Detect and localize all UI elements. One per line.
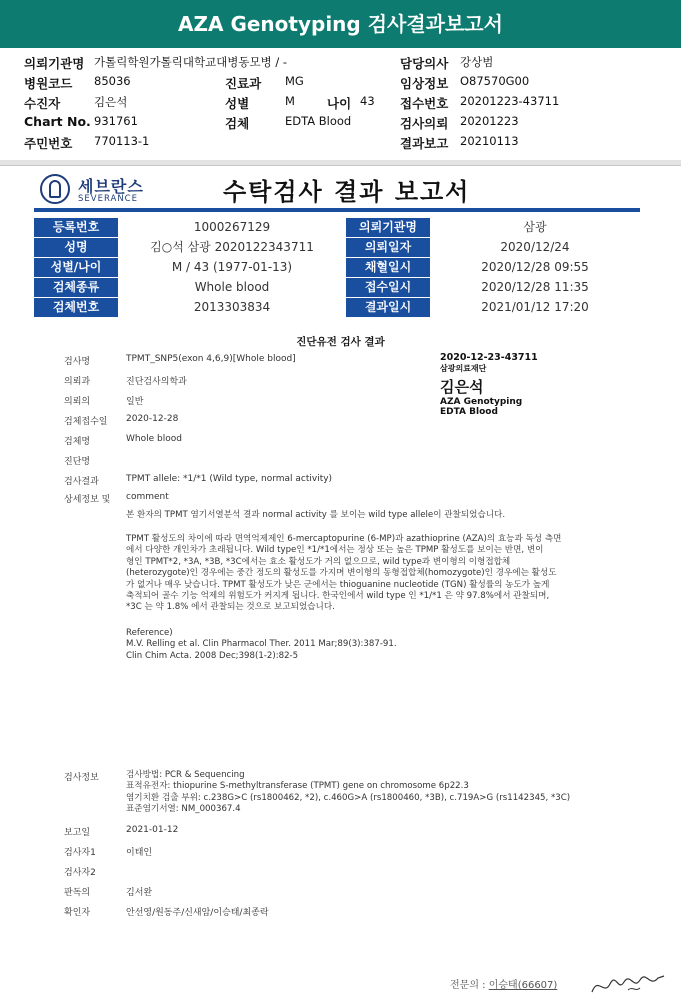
info-value: 김○석 삼광 2020122343711: [150, 240, 314, 254]
info-value: 2020/12/24: [500, 240, 570, 254]
comment-line: 가 없거나 매우 낮습니다. TPMT 활성도가 낮은 군에서는 thioguanine nucleotide (TGN) 활성률의 농도가 높게: [126, 579, 550, 590]
header-value: 85036: [94, 74, 131, 88]
header-row: [0, 74, 681, 94]
header-row: [0, 94, 681, 114]
field-value: comment: [126, 492, 169, 502]
references: [126, 628, 646, 662]
field-label: 검사결과: [64, 477, 99, 487]
stamp-line: 삼광의료재단: [440, 364, 487, 373]
info-row: [34, 258, 640, 278]
reference-line: Clin Chim Acta. 2008 Dec;398(1-2):82-5: [126, 650, 299, 661]
header-label: 검체: [225, 116, 250, 131]
info-value: 2020/12/28 09:55: [481, 260, 589, 274]
comment-summary: 본 환자의 TPMT 염기서열분석 결과 normal activity 를 보이는 wild type allele이 관찰되었습니다.: [126, 510, 506, 520]
document-title: 수탁검사 결과 보고서: [223, 178, 471, 206]
header-value: 20201223-43711: [460, 94, 560, 108]
header-label: 임상정보: [400, 76, 449, 91]
header-value: 931761: [94, 114, 138, 128]
info-value: Whole blood: [194, 280, 270, 294]
field-value: TPMT allele: *1/*1 (Wild type, normal activity): [126, 474, 333, 484]
info-row: [34, 238, 640, 258]
header-value: 가톨릭학원가톨릭대학교대병동모병 / -: [94, 55, 288, 69]
reference-line: Reference): [126, 628, 173, 638]
info-value: 2021/01/12 17:20: [481, 300, 589, 314]
header-value: 20201223: [460, 114, 519, 128]
signature-icon: [588, 966, 668, 1000]
reference-line: M.V. Relling et al. Clin Pharmacol Ther. 2011 Mar;89(3):387-91.: [126, 639, 397, 650]
severance-logo-icon: [40, 174, 70, 204]
header-row: [0, 54, 681, 74]
header-value: EDTA Blood: [285, 114, 352, 128]
header-row: [0, 114, 681, 134]
section-divider: [0, 160, 681, 166]
header-label: 주민번호: [24, 136, 73, 151]
field-value: 일반: [126, 397, 144, 407]
field-label: 검사명: [64, 357, 91, 367]
specialist-footer: [450, 976, 557, 991]
field-label: 검사자2: [64, 868, 96, 878]
field-label: 판독의: [64, 888, 91, 898]
field-value: 2021-01-12: [126, 825, 179, 835]
info-label: 검체종류: [34, 278, 118, 297]
info-value: 삼광: [523, 220, 547, 234]
header-label: 검사의뢰: [400, 116, 449, 131]
method-line: 표준염기서열: NM_000367.4: [126, 804, 241, 815]
header-label: 진료과: [225, 76, 262, 91]
field-label: 검사정보: [64, 773, 99, 783]
method-line: 염기치환 검출 부위: c.238G>C (rs1800462, *2), c.460G>A (rs1800460, *3B), c.719A>G (rs1142345, *3C): [126, 792, 571, 803]
field-label: 의뢰의: [64, 397, 91, 407]
stamp-line: 김은석: [440, 378, 484, 396]
field-label: 검체명: [64, 437, 91, 447]
footer-value: 이승태(66607): [488, 980, 558, 991]
comment-line: 축적되어 골수 기능 억제의 위험도가 커지게 됩니다. 한국인에서 wild type 인 *1/*1 은 약 97.8%에서 관찰되며,: [126, 591, 550, 602]
field-value: 진단검사의학과: [126, 377, 187, 387]
stamp-line: 2020-12-23-43711: [440, 352, 538, 363]
header-label: 수진자: [24, 96, 61, 111]
header-label: 접수번호: [400, 96, 449, 111]
age-label: 나이: [327, 96, 352, 111]
field-label: 검체접수일: [64, 417, 108, 427]
header-value: 770113-1: [94, 134, 150, 148]
info-label: 접수일시: [346, 278, 430, 297]
summary-header: [0, 48, 681, 160]
info-value: 2020/12/28 11:35: [481, 280, 589, 294]
field-value: TPMT_SNP5(exon 4,6,9)[Whole blood]: [126, 354, 296, 364]
method-line: 표적유전자: thiopurine S-methyltransferase (TPMT) gene on chromosome 6p22.3: [126, 781, 469, 792]
sample-stamp: [440, 352, 570, 417]
header-row: [0, 134, 681, 154]
footer-label: 전문의 :: [450, 980, 486, 991]
info-label: 의뢰기관명: [346, 218, 430, 237]
section-title: 진단유전 검사 결과: [296, 336, 385, 348]
stamp-line: AZA Genotyping: [440, 397, 523, 407]
field-value: 김서완: [126, 888, 153, 898]
logo-korean: 세브란스: [78, 177, 144, 196]
header-label: 의뢰기관명: [24, 56, 85, 71]
field-value: 안선영/원동주/신새암/이승태/최종락: [126, 908, 269, 918]
info-label: 성명: [34, 238, 118, 257]
age-value: 43: [360, 94, 375, 108]
field-value: Whole blood: [126, 434, 182, 444]
info-row: [34, 218, 640, 238]
info-label: 채혈일시: [346, 258, 430, 277]
info-label: 성별/나이: [34, 258, 118, 277]
comment-line: 형인 TPMT*2, *3A, *3B, *3C에서는 효소 활성도가 거의 없으므로, wild type과 변이형의 이형접합체: [126, 556, 511, 567]
header-value: O87570G00: [460, 74, 530, 88]
header-label: 결과보고: [400, 136, 449, 151]
header-label: 병원코드: [24, 76, 73, 91]
header-value: MG: [285, 74, 304, 88]
info-label: 결과일시: [346, 298, 430, 317]
comment-line: 에서 다양한 개인차가 초래됩니다. Wild type인 *1/*1에서는 정상 또는 높은 TPMP 활성도를 보이는 반면, 변이: [126, 545, 544, 556]
info-row: [34, 278, 640, 298]
field-label: 진단명: [64, 457, 91, 467]
field-label: 상세정보 및: [64, 495, 111, 505]
field-label: 검사자1: [64, 848, 96, 858]
comment-line: (heterozygote)인 경우에는 중간 정도의 활성도를 가지며 변이형의 동형접합체(homozygote)인 경우에는 활성도: [126, 568, 557, 579]
info-label: 검체번호: [34, 298, 118, 317]
field-value: 2020-12-28: [126, 414, 179, 424]
header-label: 담당의사: [400, 56, 449, 71]
field-label: 확인자: [64, 908, 91, 918]
info-label: 의뢰일자: [346, 238, 430, 257]
header-value: 강상범: [460, 55, 494, 69]
stamp-line: EDTA Blood: [440, 407, 498, 417]
report-title: AZA Genotyping 검사결과보고서: [0, 0, 681, 48]
info-value: 2013303834: [193, 300, 271, 314]
field-label: 의뢰과: [64, 377, 91, 387]
info-label: 등록번호: [34, 218, 118, 237]
method-info: [126, 770, 646, 816]
header-label: Chart No.: [24, 114, 91, 129]
comment-line: TPMT 활성도의 차이에 따라 면역억제제인 6-mercaptopurine (6-MP)과 azathioprine (AZA)의 효능과 독성 측면: [126, 534, 562, 544]
comment-line: *3C 는 약 1.8% 에서 관찰되는 것으로 보고되었습니다.: [126, 602, 335, 613]
logo-english: SEVERANCE: [78, 194, 138, 204]
info-row: [34, 298, 640, 318]
field-value: 이태인: [126, 848, 153, 858]
report-sheet: [8, 168, 673, 1004]
info-value: 1000267129: [193, 220, 271, 234]
method-line: 검사방법: PCR & Sequencing: [126, 770, 245, 780]
header-value: M: [285, 94, 295, 108]
comment-body: [126, 534, 646, 614]
field-label: 보고일: [64, 828, 91, 838]
header-label: 성별: [225, 96, 250, 111]
info-value: M / 43 (1977-01-13): [171, 260, 293, 274]
header-value: 김은석: [94, 95, 128, 109]
header-value: 20210113: [460, 134, 519, 148]
title-rule: [34, 208, 640, 212]
